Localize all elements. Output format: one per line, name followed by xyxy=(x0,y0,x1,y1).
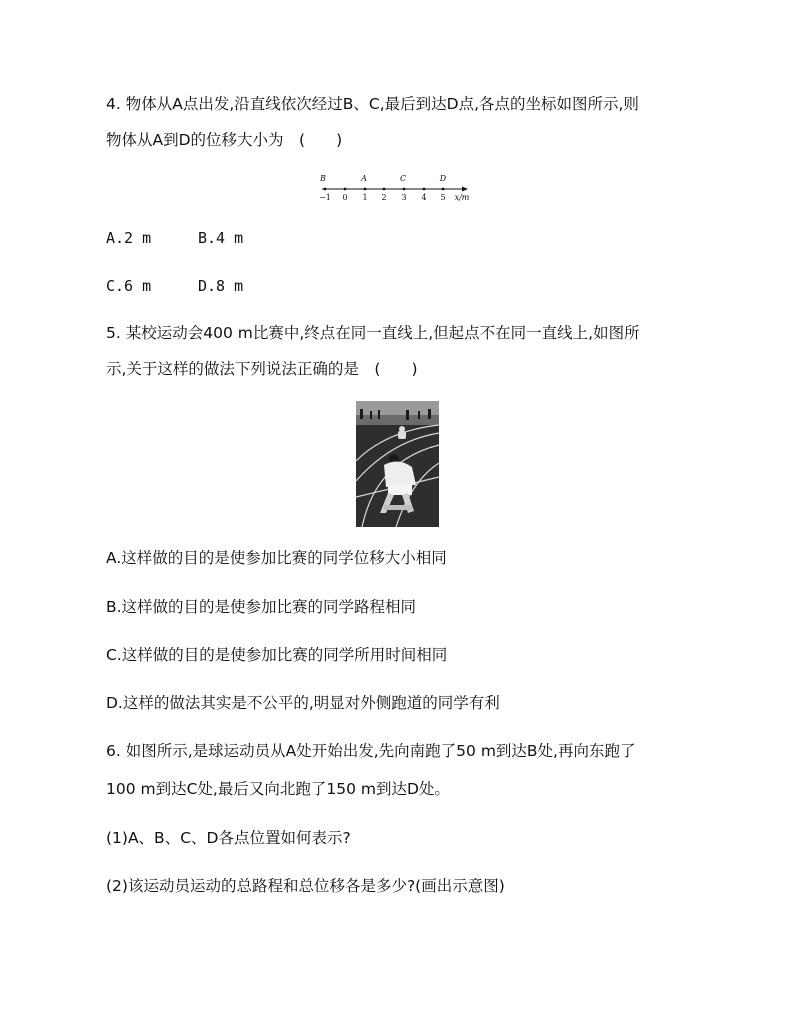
tick-dot xyxy=(403,188,406,191)
tick-label: 5 xyxy=(440,193,446,202)
q4-option-a: A.2 m xyxy=(106,229,152,247)
q6-subquestion-2: (2)该运动员运动的总路程和总位移各是多少?(画出示意图) xyxy=(106,877,505,895)
axis-label: x/m xyxy=(454,193,470,202)
q5-option-b: B.这样做的目的是使参加比赛的同学路程相同 xyxy=(106,598,417,616)
tick-dot xyxy=(423,188,426,191)
track-start-photo xyxy=(356,401,439,527)
q5-option-d: D.这样的做法其实是不公平的,明显对外侧跑道的同学有利 xyxy=(106,694,500,712)
tick-label: −1 xyxy=(319,193,331,202)
q4-option-c: C.6 m xyxy=(106,277,152,295)
tick-label: 0 xyxy=(342,193,348,202)
q6-stem-line2: 100 m到达C处,最后又向北跑了150 m到达D处。 xyxy=(106,780,450,798)
tick-dot xyxy=(364,188,367,191)
tick-dot xyxy=(442,188,445,191)
number-line-arrow xyxy=(462,187,468,192)
point-label-a: A xyxy=(361,174,367,183)
q5-option-c: C.这样做的目的是使参加比赛的同学所用时间相同 xyxy=(106,646,448,664)
point-label-b: B xyxy=(320,174,326,183)
q6-subquestion-1: (1)A、B、C、D各点位置如何表示? xyxy=(106,829,351,847)
q4-stem-line1: 4. 物体从A点出发,沿直线依次经过B、C,最后到达D点,各点的坐标如图所示,则 xyxy=(106,95,639,113)
q5-stem-line2: 示,关于这样的做法下列说法正确的是 ( ) xyxy=(106,360,418,378)
runner-far xyxy=(398,426,406,439)
q5-stem-line1: 5. 某校运动会400 m比赛中,终点在同一直线上,但起点不在同一直线上,如图所 xyxy=(106,324,640,342)
tick-label: 3 xyxy=(401,193,407,202)
number-line-figure xyxy=(316,170,476,204)
tick-dot xyxy=(324,188,327,191)
q5-option-a: A.这样做的目的是使参加比赛的同学位移大小相同 xyxy=(106,549,447,567)
q4-option-b: B.4 m xyxy=(198,229,244,247)
q4-stem-line2: 物体从A到D的位移大小为 ( ) xyxy=(106,131,343,149)
point-label-c: C xyxy=(399,174,407,183)
tick-dot xyxy=(383,188,386,191)
tick-label: 1 xyxy=(362,193,368,202)
point-label-d: D xyxy=(439,174,447,183)
tick-label: 2 xyxy=(381,193,387,202)
q4-option-d: D.8 m xyxy=(198,277,244,295)
tick-dot xyxy=(344,188,347,191)
tick-label: 4 xyxy=(421,193,427,202)
q6-stem-line1: 6. 如图所示,是球运动员从A处开始出发,先向南跑了50 m到达B处,再向东跑了 xyxy=(106,742,636,760)
